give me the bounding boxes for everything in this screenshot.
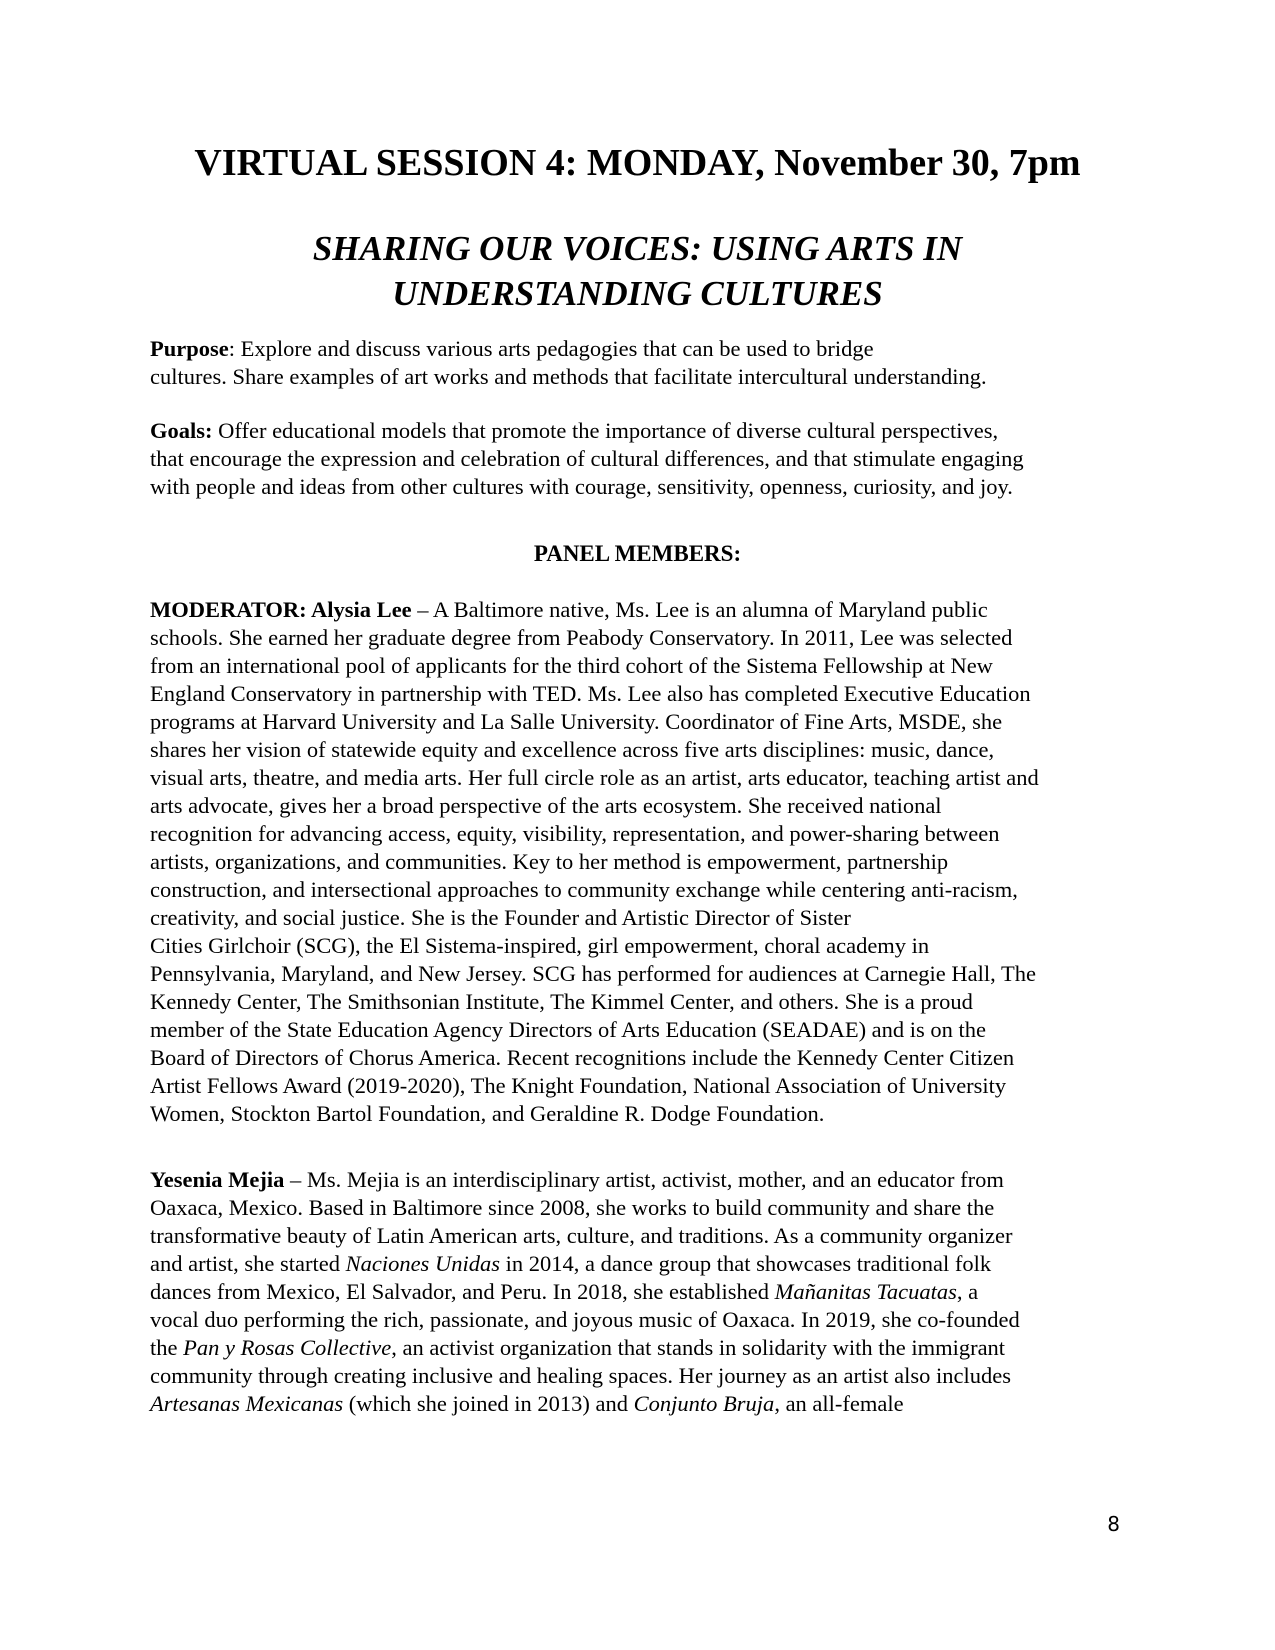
page-number: 8 <box>1107 1512 1120 1536</box>
moderator-text: – A Baltimore native, Ms. Lee is an alumna of Maryland public <box>411 597 988 622</box>
yesenia-line-5 <box>150 1278 1150 1306</box>
moderator-line: member of the State Education Agency Directors of Arts Education (SEADAE) and is on the <box>150 1017 987 1042</box>
moderator-line: Kennedy Center, The Smithsonian Institute, The Kimmel Center, and others. She is a proud <box>150 989 973 1014</box>
group-name: Pan y Rosas Collective <box>183 1335 392 1360</box>
purpose-text: : Explore and discuss various arts pedagogies that can be used to bridge <box>228 336 874 361</box>
yesenia-text: , an all-female <box>774 1391 904 1416</box>
group-name: Conjunto Bruja <box>633 1391 775 1416</box>
yesenia-text: , a <box>956 1279 979 1304</box>
subtitle-line-1: SHARING OUR VOICES: USING ARTS IN <box>312 229 963 268</box>
purpose-paragraph <box>150 335 1150 391</box>
moderator-line: from an international pool of applicants for the third cohort of the Sistema Fellowship at New <box>150 653 993 678</box>
moderator-line: recognition for advancing access, equity, visibility, representation, and power-sharing between <box>150 821 1000 846</box>
goals-line-1 <box>150 417 1150 445</box>
panel-members-heading: PANEL MEMBERS: <box>533 541 742 566</box>
yesenia-text: , an activist organization that stands in solidarity with the immigrant <box>391 1335 1006 1360</box>
yesenia-line-3: transformative beauty of Latin American arts, culture, and traditions. As a community organizer <box>150 1223 1013 1248</box>
purpose-line-2: cultures. Share examples of art works and methods that facilitate intercultural understanding. <box>150 364 987 389</box>
goals-paragraph <box>150 417 1150 501</box>
yesenia-text: the <box>150 1335 184 1360</box>
yesenia-text: – Ms. Mejia is an interdisciplinary artist, activist, mother, and an educator from <box>284 1167 1004 1192</box>
yesenia-line-7 <box>150 1334 1150 1362</box>
group-name: Mañanitas Tacuatas <box>774 1279 957 1304</box>
purpose-label: Purpose <box>150 336 229 361</box>
moderator-paragraph <box>150 596 1150 1128</box>
session-subtitle <box>0 226 1275 316</box>
purpose-line-1 <box>150 335 1150 363</box>
yesenia-line-9 <box>150 1390 1150 1418</box>
moderator-line: artists, organizations, and communities. Key to her method is empowerment, partnership <box>150 849 949 874</box>
moderator-label: MODERATOR: Alysia Lee <box>150 597 412 622</box>
yesenia-text: (which she joined in 2013) and <box>343 1391 634 1416</box>
moderator-line: construction, and intersectional approaches to community exchange while centering anti-racism, <box>150 877 1018 902</box>
yesenia-text: and artist, she started <box>150 1251 346 1276</box>
moderator-line: Pennsylvania, Maryland, and New Jersey. SCG has performed for audiences at Carnegie Hall, The <box>150 961 1036 986</box>
moderator-line: visual arts, theatre, and media arts. Her full circle role as an artist, arts educator, teaching artist and <box>150 765 1039 790</box>
group-name: Naciones Unidas <box>345 1251 500 1276</box>
group-name: Artesanas Mexicanas <box>150 1391 344 1416</box>
moderator-line-1 <box>150 596 1150 624</box>
moderator-line: Artist Fellows Award (2019-2020), The Knight Foundation, National Association of University <box>150 1073 1007 1098</box>
subtitle-line-2: UNDERSTANDING CULTURES <box>392 274 883 313</box>
moderator-line: England Conservatory in partnership with TED. Ms. Lee also has completed Executive Education <box>150 681 1031 706</box>
goals-line-2: that encourage the expression and celebration of cultural differences, and that stimulate engaging <box>150 446 1024 471</box>
moderator-line: creativity, and social justice. She is the Founder and Artistic Director of Sister <box>150 905 851 930</box>
yesenia-line-8: community through creating inclusive and healing spaces. Her journey as an artist also includes <box>150 1363 1012 1388</box>
goals-text: Offer educational models that promote the importance of diverse cultural perspectives, <box>212 418 999 443</box>
moderator-line: schools. She earned her graduate degree from Peabody Conservatory. In 2011, Lee was selected <box>150 625 1013 650</box>
moderator-line: Women, Stockton Bartol Foundation, and Geraldine R. Dodge Foundation. <box>150 1101 825 1126</box>
moderator-line: arts advocate, gives her a broad perspective of the arts ecosystem. She received national <box>150 793 942 818</box>
yesenia-paragraph <box>150 1166 1150 1418</box>
yesenia-text: dances from Mexico, El Salvador, and Peru. In 2018, she established <box>150 1279 775 1304</box>
moderator-line: Cities Girlchoir (SCG), the El Sistema-inspired, girl empowerment, choral academy in <box>150 933 930 958</box>
moderator-line: programs at Harvard University and La Salle University. Coordinator of Fine Arts, MSDE, she <box>150 709 1003 734</box>
yesenia-line-4 <box>150 1250 1150 1278</box>
yesenia-line-2: Oaxaca, Mexico. Based in Baltimore since 2008, she works to build community and share the <box>150 1195 995 1220</box>
goals-label: Goals: <box>150 418 213 443</box>
goals-line-3: with people and ideas from other cultures with courage, sensitivity, openness, curiosity, and joy. <box>150 474 1013 499</box>
session-title: VIRTUAL SESSION 4: MONDAY, November 30, 7pm <box>194 142 1081 184</box>
yesenia-line-6: vocal duo performing the rich, passionate, and joyous music of Oaxaca. In 2019, she co-founded <box>150 1307 1020 1332</box>
moderator-line: Board of Directors of Chorus America. Recent recognitions include the Kennedy Center Citizen <box>150 1045 1015 1070</box>
yesenia-text: in 2014, a dance group that showcases traditional folk <box>499 1251 992 1276</box>
yesenia-line-1 <box>150 1166 1150 1194</box>
yesenia-label: Yesenia Mejia <box>150 1167 285 1192</box>
moderator-line: shares her vision of statewide equity and excellence across five arts disciplines: music, dance, <box>150 737 995 762</box>
